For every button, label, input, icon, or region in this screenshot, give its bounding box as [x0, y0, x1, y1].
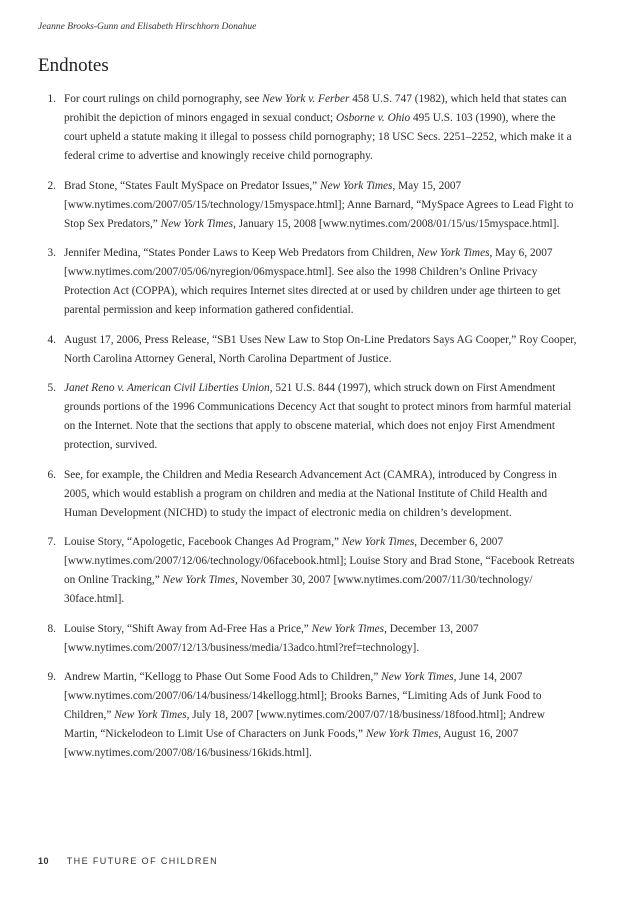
endnote-item	[38, 533, 578, 609]
endnote-text: Louise Story, “Apologetic, Facebook Changes Ad Program,”	[64, 536, 342, 548]
endnote-item	[38, 90, 578, 166]
endnote-item	[38, 244, 578, 320]
endnote-text: , July 18, 2007 [www.nytimes.com/2007/07/18/business/18food.html]; Andrew Martin, “Nickelodeon to Limit Use of Characters on Junk Foods,”	[64, 709, 545, 740]
endnote-italic-text: New York v. Ferber	[262, 93, 350, 105]
journal-title: THE FUTURE OF CHILDREN	[66, 856, 219, 866]
endnote-number: 2.	[47, 179, 56, 192]
endnote-text: , November 30, 2007 [www.nytimes.com/2007/11/30/technology/ 30face.html].	[64, 574, 533, 605]
page-number: 10	[38, 856, 50, 866]
endnote-number: 1.	[47, 93, 56, 105]
endnote-text: 458 U.S. 747 (1982), which held that states can prohibit the depiction of minors engaged in sexual conduct;	[64, 93, 567, 124]
page-footer	[38, 856, 218, 866]
endnote-text: August 17, 2006, Press Release, “SB1 Uses New Law to Stop On-Line Predators Says AG Cooper,” Roy Cooper, North Carolina Attorney General, North Carolina Department of Justice.	[64, 333, 577, 365]
endnote-italic-text: New York Times	[381, 671, 454, 683]
endnote-italic-text: New York Times	[341, 536, 415, 548]
endnote-number: 6.	[47, 468, 56, 481]
endnote-italic-text: New York Times	[311, 622, 385, 635]
endnote-text: , May 15, 2007 [www.nytimes.com/2007/05/15/technology/15myspace.html]; Anne Barnard, “MySpace Agrees to Lead Fight to Stop Sex Predators,”	[64, 179, 574, 230]
endnote-italic-text: New York Times	[417, 247, 490, 259]
endnote-number: 4.	[47, 333, 56, 346]
endnote-italic-text: Osborne v. Ohio	[336, 112, 411, 124]
endnote-text: , June 14, 2007 [www.nytimes.com/2007/06/14/business/14kellogg.html]; Brooks Barnes, “Limiting Ads of Junk Food to Children,”	[64, 671, 542, 721]
endnote-italic-text: New York Times	[320, 179, 393, 192]
endnote-number: 7.	[47, 536, 56, 548]
endnote-text: Andrew Martin, “Kellogg to Phase Out Some Food Ads to Children,”	[64, 671, 382, 683]
endnote-italic-text: Janet Reno v. American Civil Liberties Union	[64, 382, 270, 394]
endnote-number: 5.	[47, 382, 56, 394]
endnotes-list	[38, 90, 578, 774]
page-title: Endnotes	[38, 55, 109, 76]
endnote-text: Louise Story, “Shift Away from Ad-Free Has a Price,”	[64, 622, 312, 635]
endnote-italic-text: New York Times	[365, 728, 439, 740]
endnote-italic-text: New York Times	[160, 217, 234, 230]
endnote-item	[38, 466, 578, 523]
endnote-item	[38, 379, 578, 455]
endnote-text: , January 15, 2008 [www.nytimes.com/2008/01/15/us/15myspace.html].	[233, 217, 560, 230]
endnote-text: Jennifer Medina, “States Ponder Laws to Keep Web Predators from Children,	[64, 247, 418, 259]
endnote-italic-text: New York Times	[162, 574, 235, 586]
endnote-item	[38, 620, 578, 658]
running-head: Jeanne Brooks-Gunn and Elisabeth Hirschhorn Donahue	[38, 22, 257, 32]
endnote-number: 8.	[47, 622, 56, 635]
endnote-text: For court rulings on child pornography, see	[64, 93, 263, 105]
endnote-item	[38, 177, 578, 234]
endnote-text: , December 6, 2007 [www.nytimes.com/2007/12/06/technology/06facebook.html]; Louise Story and Brad Stone, “Facebook Retreats on Online Tracking,”	[64, 536, 575, 586]
endnote-italic-text: New York Times	[114, 709, 187, 721]
endnote-text: , December 13, 2007 [www.nytimes.com/2007/12/13/business/media/13adco.html?ref=technology].	[64, 622, 479, 654]
endnote-number: 3.	[47, 247, 56, 259]
endnote-text: Brad Stone, “States Fault MySpace on Predator Issues,”	[64, 179, 321, 192]
endnote-number: 9.	[47, 671, 56, 683]
endnote-item	[38, 668, 578, 763]
endnote-text: , August 16, 2007 [www.nytimes.com/2007/08/16/business/16kids.html].	[64, 728, 519, 759]
endnote-text: See, for example, the Children and Media Research Advancement Act (CAMRA), introduced by Congress in 2005, which would establish a program on children and media at the National Institute of Child Health and Human Development (NICHD) to study the impact of electronic media on children’s development.	[64, 468, 557, 519]
endnote-text: 495 U.S. 103 (1990), where the court upheld a statute making it illegal to possess child pornography; 18 USC Secs. 2251–2252, which make it a federal crime to advertise and knowingly receive child pornography.	[64, 112, 572, 162]
endnote-text: , 521 U.S. 844 (1997), which struck down on First Amendment grounds portions of the 1996 Communications Decency Act that sought to protect minors from harmful material on the Internet. Note that the sections that apply to obscene material, which does not enjoy First Amendment protection, survived.	[64, 382, 572, 451]
endnote-item	[38, 331, 578, 369]
endnote-text: , May 6, 2007 [www.nytimes.com/2007/05/06/nyregion/06myspace.html]. See also the 1998 Children’s Online Privacy Protection Act (COPPA), which requires Internet sites directed at or used by children under age thirteen to get parental permission and keep information gathered confidential.	[64, 247, 561, 316]
